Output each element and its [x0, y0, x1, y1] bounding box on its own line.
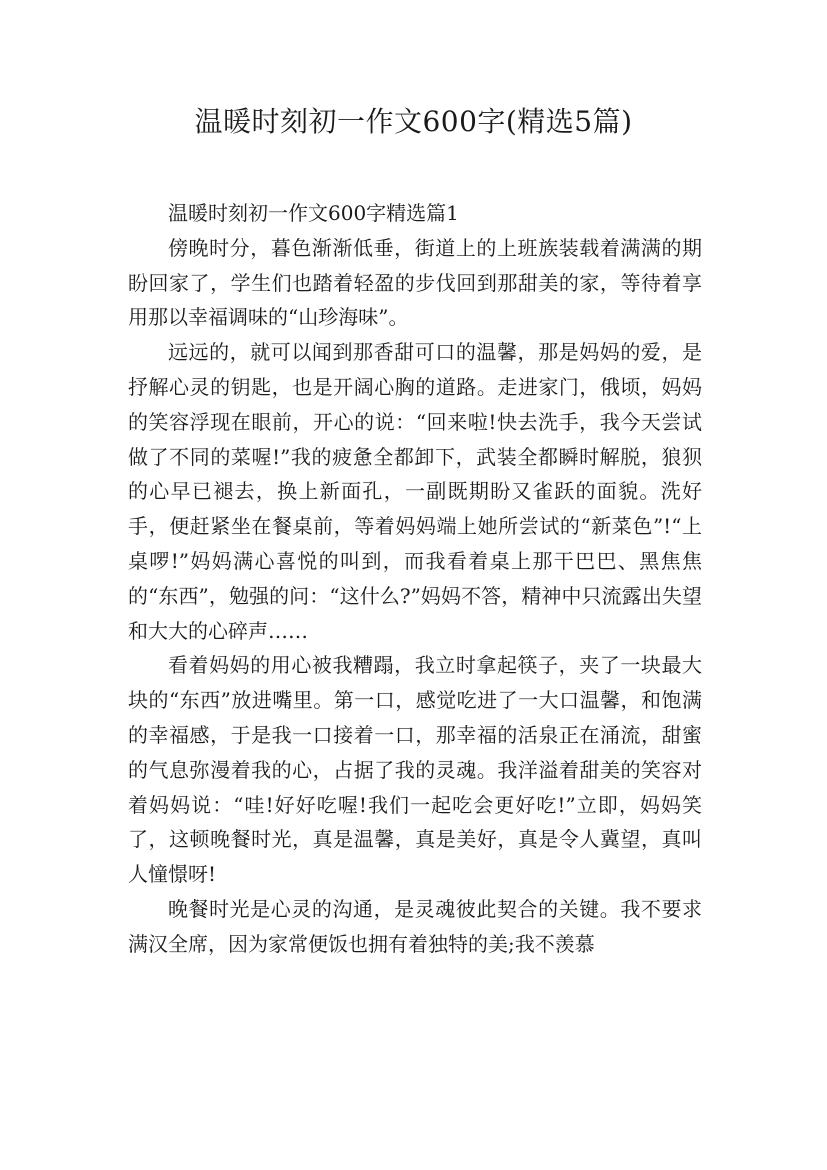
paragraph: 远远的，就可以闻到那香甜可口的温馨，那是妈妈的爱，是抒解心灵的钥匙，也是开阔心胸的道路。走进家门，俄顷，妈妈的笑容浮现在眼前，开心的说：“回来啦!快去洗手，我今天尝试做了不同的菜喔!”我的疲惫全都卸下，武装全都瞬时解脱，狼狈的心早已褪去，换上新面孔，一副既期盼又雀跃的面貌。洗好手，便赶紧坐在餐桌前，等着妈妈端上她所尝试的“新菜色”!“上桌啰!”妈妈满心喜悦的叫到，而我看着桌上那干巴巴、黑焦焦的“东西”，勉强的问：“这什么?”妈妈不答，精神中只流露出失望和大大的心碎声…… — [128, 340, 702, 643]
section-heading: 温暖时刻初一作文600字精选篇1 — [168, 201, 459, 225]
article-body — [128, 196, 702, 962]
paragraph: 傍晚时分，暮色渐渐低垂，街道上的上班族装载着满满的期盼回家了，学生们也踏着轻盈的步伐回到那甜美的家，等待着享用那以幸福调味的“山珍海味”。 — [128, 235, 702, 330]
paragraph: 看着妈妈的用心被我糟蹋，我立时拿起筷子，夹了一块最大块的“东西”放进嘴里。第一口，感觉吃进了一大口温馨，和饱满的幸福感，于是我一口接着一口，那幸福的活泉正在涌流，甜蜜的气息弥漫着我的心，占据了我的灵魂。我洋溢着甜美的笑容对着妈妈说：“哇!好好吃喔!我们一起吃会更好吃!”立即，妈妈笑了，这顿晚餐时光，真是温馨，真是美好，真是令人冀望，真叫人憧憬呀! — [128, 653, 702, 887]
paragraph: 晚餐时光是心灵的沟通，是灵魂彼此契合的关键。我不要求满汉全席，因为家常便饭也拥有着独特的美;我不羡慕 — [128, 896, 702, 956]
document-title: 温暖时刻初一作文600字(精选5篇) — [194, 105, 633, 138]
